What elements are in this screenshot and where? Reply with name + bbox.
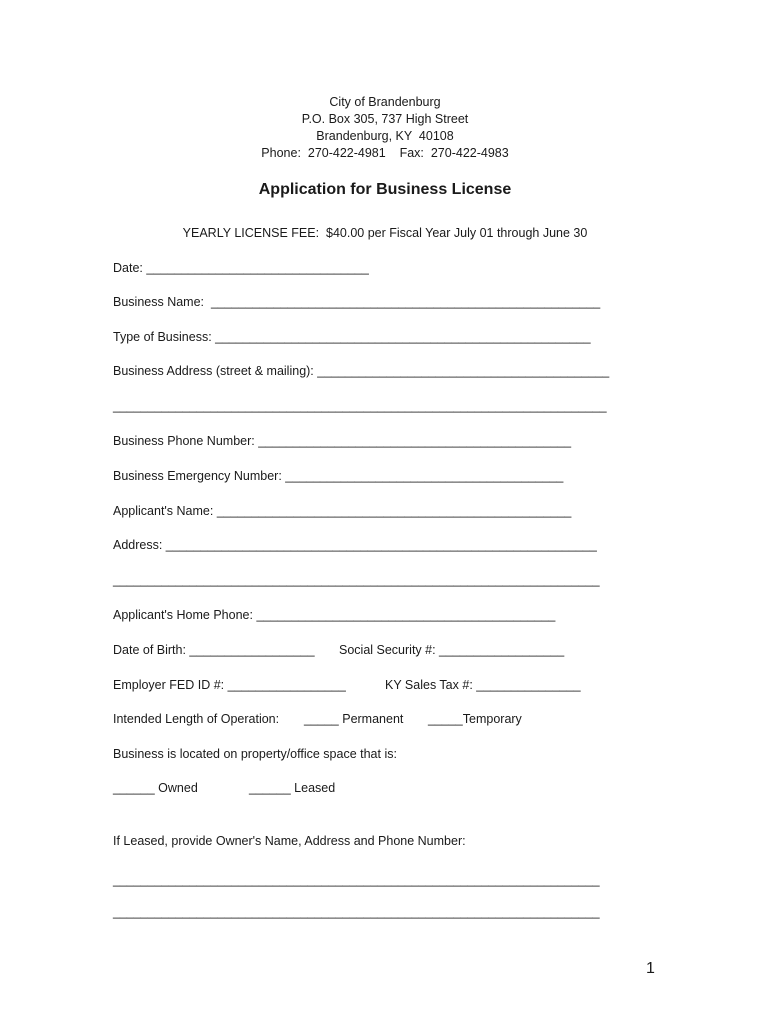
length-of-operation-label: Intended Length of Operation: (113, 712, 280, 726)
license-fee: YEARLY LICENSE FEE: $40.00 per Fiscal Year July 01 through June 30 (182, 226, 588, 240)
date-of-birth-field[interactable]: Date of Birth: __________________ (113, 643, 315, 657)
page-number: 1 (646, 960, 655, 977)
owned-option[interactable]: ______ Owned (113, 781, 198, 795)
business-address-continuation[interactable]: _______________________________________________________________________ (113, 399, 607, 413)
owner-info-line-1[interactable]: ______________________________________________________________________ (113, 873, 600, 887)
business-phone-field[interactable]: Business Phone Number: _____________________________________________ (113, 434, 572, 448)
header-address-line2: Brandenburg, KY 40108 (316, 129, 454, 143)
temporary-option[interactable]: _____Temporary (428, 712, 522, 726)
owner-info-line-2[interactable]: ______________________________________________________________________ (113, 905, 600, 919)
social-security-field[interactable]: Social Security #: __________________ (339, 643, 565, 657)
property-label: Business is located on property/office space that is: (113, 747, 397, 761)
business-name-field[interactable]: Business Name: ________________________________________________________ (113, 295, 601, 309)
header-address-line1: P.O. Box 305, 737 High Street (301, 112, 469, 126)
emergency-number-field[interactable]: Business Emergency Number: ________________________________________ (113, 469, 564, 483)
header-contact: Phone: 270-422-4981 Fax: 270-422-4983 (261, 146, 509, 160)
leased-owner-note: If Leased, provide Owner's Name, Address and Phone Number: (113, 834, 466, 848)
ky-sales-tax-field[interactable]: KY Sales Tax #: _______________ (385, 678, 581, 692)
header-org: City of Brandenburg (329, 95, 441, 109)
applicant-name-field[interactable]: Applicant's Name: ___________________________________________________ (113, 504, 572, 518)
address-continuation[interactable]: ______________________________________________________________________ (113, 573, 600, 587)
home-phone-field[interactable]: Applicant's Home Phone: ___________________________________________ (113, 608, 556, 622)
type-of-business-field[interactable]: Type of Business: ______________________________________________________ (113, 330, 591, 344)
address-field[interactable]: Address: ______________________________________________________________ (113, 538, 597, 552)
business-address-field[interactable]: Business Address (street & mailing): __________________________________________ (113, 364, 610, 378)
leased-option[interactable]: ______ Leased (249, 781, 336, 795)
date-field[interactable]: Date: ________________________________ (113, 261, 369, 275)
page-title: Application for Business License (258, 181, 512, 198)
employer-fed-id-field[interactable]: Employer FED ID #: _________________ (113, 678, 346, 692)
permanent-option[interactable]: _____ Permanent (304, 712, 404, 726)
